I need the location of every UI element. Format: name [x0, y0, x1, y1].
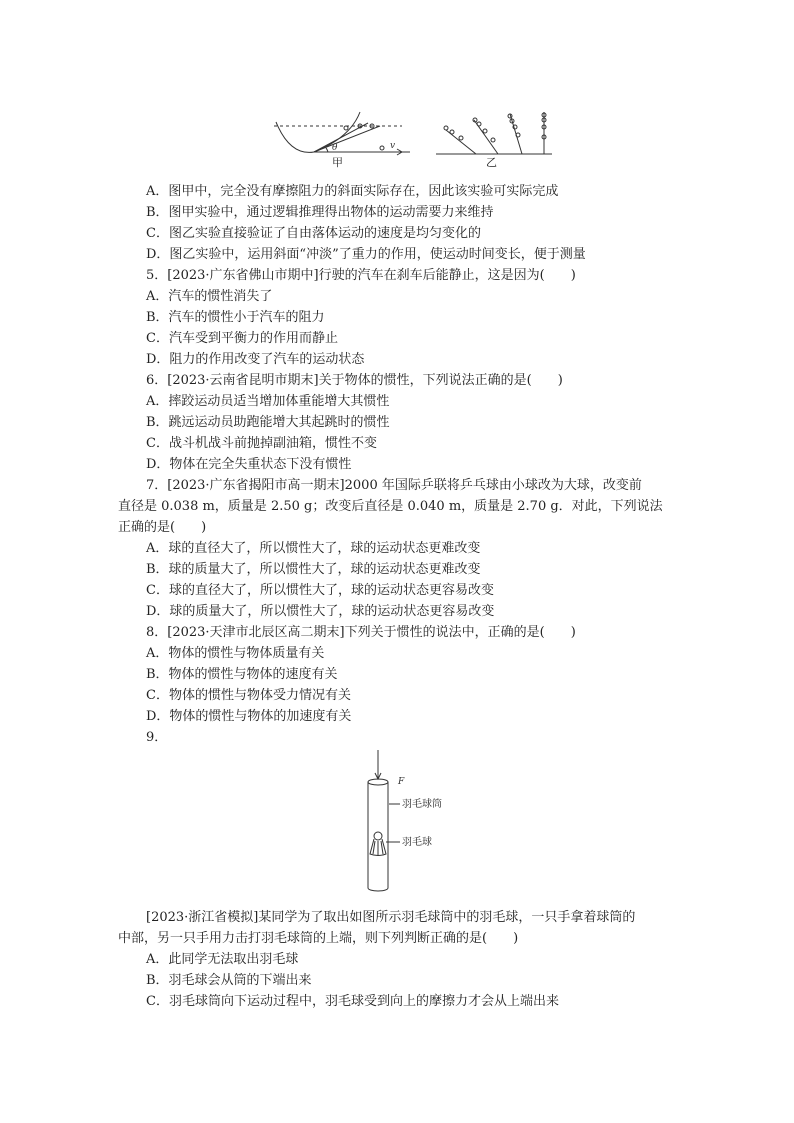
q4-option-b: B．图甲实验中，通过逻辑推理得出物体的运动需要力来维持 — [146, 205, 494, 220]
q7-stem-line2: 直径是 0.038 m，质量是 2.50 g；改变后直径是 0.040 m，质量是 2.70 g．对此，下列说法 — [118, 499, 663, 514]
tube-bottom — [368, 888, 388, 891]
q6-option-a: A．摔跤运动员适当增加体重能增大其惯性 — [146, 394, 390, 409]
q9-option-c: C．羽毛球筒向下运动过程中，羽毛球受到向上的摩擦力才会从上端出来 — [146, 994, 559, 1009]
q7-stem-line3: 正确的是( ) — [118, 520, 207, 535]
q9-number: 9． — [146, 730, 168, 745]
q9-option-b: B．羽毛球会从筒的下端出来 — [146, 973, 312, 988]
figure-jia-yi — [268, 108, 558, 170]
left-ramp — [276, 122, 314, 152]
ball-label: 羽毛球 — [402, 837, 432, 848]
right-ramp-mid — [314, 123, 368, 152]
q7-stem-line1: 7．[2023·广东省揭阳市高一期末]2000 年国际乒联将乒乓球由小球改为大球，改变前 — [146, 478, 642, 493]
q5-stem: 5．[2023·广东省佛山市期中]行驶的汽车在刹车后能静止，这是因为( ) — [146, 268, 576, 283]
q4-option-a: A．图甲中，完全没有摩擦阻力的斜面实际存在，因此该实验可实际完成 — [146, 184, 559, 199]
q8-option-c: C．物体的惯性与物体受力情况有关 — [146, 688, 351, 703]
label-jia: 甲 — [332, 156, 343, 169]
ball-1 — [344, 126, 348, 130]
theta-arc — [326, 148, 328, 152]
q5-option-d: D．阻力的作用改变了汽车的运动状态 — [146, 352, 365, 367]
q5-option-a: A．汽车的惯性消失了 — [146, 289, 273, 304]
ball-4 — [380, 146, 384, 150]
q8-stem: 8．[2023·天津市北辰区高二期末]下列关于惯性的说法中，正确的是( ) — [146, 625, 576, 640]
figure-badminton-tube — [340, 748, 480, 898]
q7-option-a: A．球的直径大了，所以惯性大了，球的运动状态更难改变 — [146, 541, 481, 556]
q8-option-b: B．物体的惯性与物体的速度有关 — [146, 667, 338, 682]
theta-label: θ — [332, 143, 338, 153]
q7-option-c: C．球的直径大了，所以惯性大了，球的运动状态更容易改变 — [146, 583, 494, 598]
q6-option-c: C．战斗机战斗前抛掉副油箱，惯性不变 — [146, 436, 377, 451]
q8-option-d: D．物体的惯性与物体的加速度有关 — [146, 709, 352, 724]
q6-option-b: B．跳远运动员助跑能增大其起跳时的惯性 — [146, 415, 390, 430]
q4-option-d: D．图乙实验中，运用斜面“冲淡”了重力的作用，使运动时间变长，便于测量 — [146, 247, 586, 262]
force-label: F — [398, 777, 405, 787]
q7-option-d: D．球的质量大了，所以惯性大了，球的运动状态更容易改变 — [146, 604, 495, 619]
q9-stem-line1: [2023·浙江省模拟]某同学为了取出如图所示羽毛球筒中的羽毛球，一只手拿着球筒的 — [146, 910, 636, 925]
q6-option-d: D．物体在完全失重状态下没有惯性 — [146, 457, 352, 472]
q6-stem: 6．[2023·云南省昆明市期末]关于物体的惯性，下列说法正确的是( ) — [146, 373, 563, 388]
q9-stem-line2: 中部，另一只手用力击打羽毛球筒的上端，则下列判断正确的是( ) — [118, 931, 519, 946]
label-yi: 乙 — [486, 156, 497, 169]
figure-yi — [436, 112, 552, 154]
q8-option-a: A．物体的惯性与物体质量有关 — [146, 646, 325, 661]
q9-option-a: A．此同学无法取出羽毛球 — [146, 952, 299, 967]
tube-label: 羽毛球筒 — [402, 799, 442, 810]
v-label: v — [390, 141, 396, 151]
q5-option-b: B．汽车的惯性小于汽车的阻力 — [146, 310, 325, 325]
q7-option-b: B．球的质量大了，所以惯性大了，球的运动状态更难改变 — [146, 562, 481, 577]
shuttle-head — [374, 832, 382, 840]
q4-option-c: C．图乙实验直接验证了自由落体运动的速度是均匀变化的 — [146, 226, 481, 241]
q5-option-c: C．汽车受到平衡力的作用而静止 — [146, 331, 338, 346]
